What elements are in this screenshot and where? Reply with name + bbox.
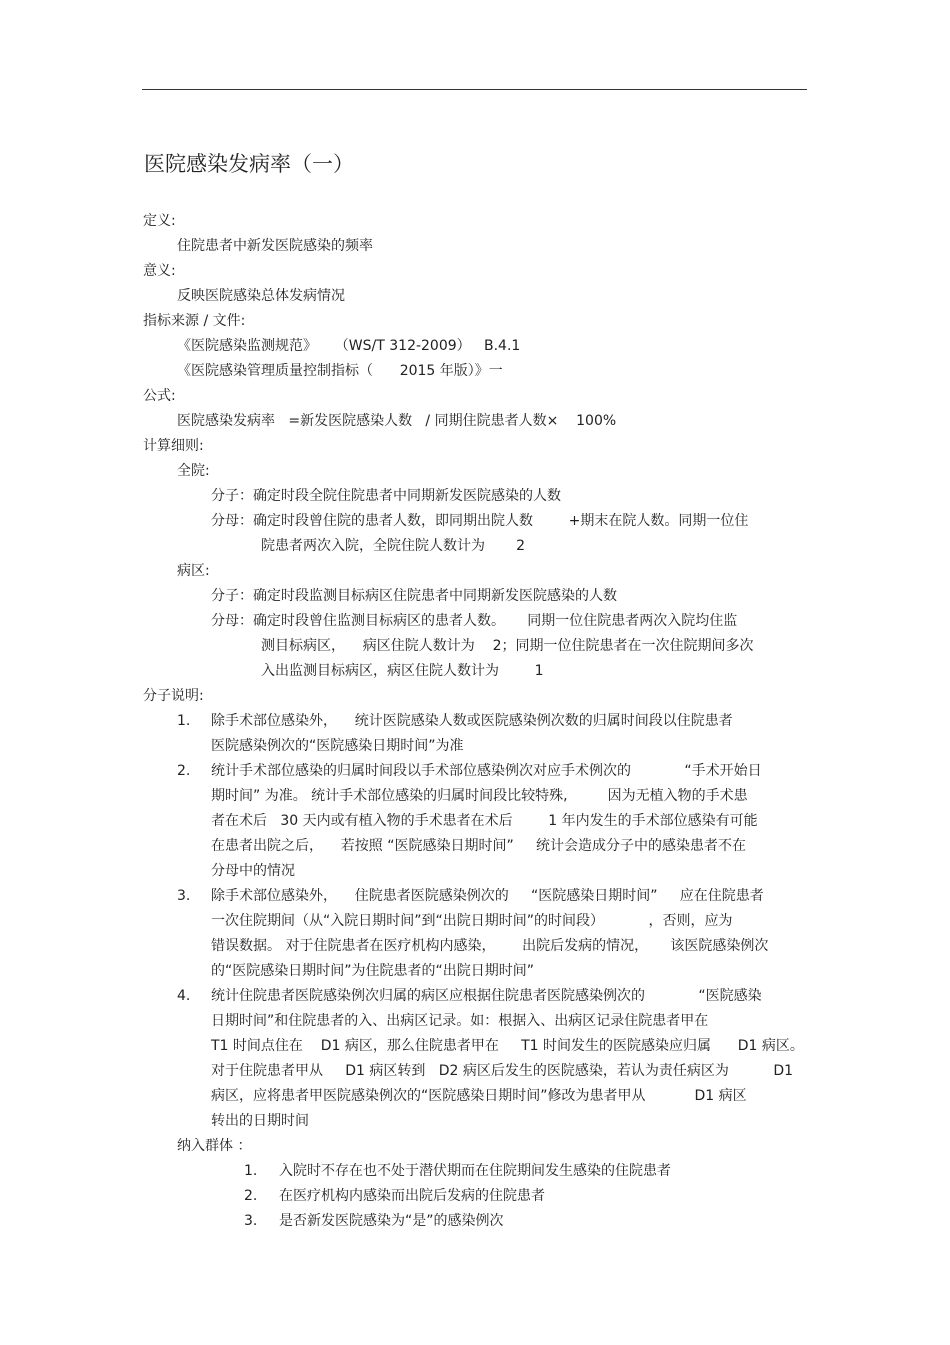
text-line: 分子：确定时段全院住院患者中同期新发医院感染的人数: [211, 488, 561, 504]
text-line: 分母中的情况: [211, 863, 295, 879]
text-line: 统计住院患者医院感染例次归属的病区应根据住院患者医院感染例次的 “医院感染: [211, 988, 762, 1004]
text-line: 在医疗机构内感染而出院后发病的住院患者: [279, 1188, 545, 1204]
list-number: 2.: [244, 1188, 258, 1204]
text-line: 入院时不存在也不处于潜伏期而在住院期间发生感染的住院患者: [279, 1163, 671, 1179]
text-line: 公式:: [143, 388, 176, 404]
text-line: 分母：确定时段曾住院的患者人数，即同期出院人数 +期末在院人数。同期一位住: [211, 513, 749, 529]
text-line: 入出监测目标病区，病区住院人数计为 1: [261, 663, 544, 679]
text-line: 对于住院患者甲从 D1 病区转到 D2 病区后发生的医院感染，若认为责任病区为 D1: [211, 1063, 794, 1079]
header-rule: [142, 89, 807, 90]
text-line: 医院感染发病率 =新发医院感染人数 / 同期住院患者人数× 100%: [177, 413, 617, 429]
text-line: 病区，应将患者甲医院感染例次的“医院感染日期时间”修改为患者甲从 D1 病区: [211, 1088, 747, 1104]
list-number: 2.: [177, 763, 191, 779]
text-line: 分子：确定时段监测目标病区住院患者中同期新发医院感染的人数: [211, 588, 617, 604]
text-line: 统计手术部位感染的归属时间段以手术部位感染例次对应手术例次的 “手术开始日: [211, 763, 762, 779]
text-line: 指标来源 / 文件:: [143, 313, 246, 329]
list-number: 1.: [177, 713, 191, 729]
text-line: 期时间” 为准。 统计手术部位感染的归属时间段比较特殊, 因为无植入物的手术患: [211, 788, 748, 804]
text-line: 住院患者中新发医院感染的频率: [177, 238, 373, 254]
text-line: 测目标病区， 病区住院人数计为 2；同期一位住院患者在一次住院期间多次: [261, 638, 754, 654]
list-number: 3.: [177, 888, 191, 904]
text-line: 定义:: [143, 213, 176, 229]
text-line: 分子说明:: [143, 688, 204, 704]
text-line: 错误数据。 对于住院患者在医疗机构内感染， 出院后发病的情况， 该医院感染例次: [211, 938, 769, 954]
text-line: 院患者两次入院，全院住院人数计为 2: [261, 538, 526, 554]
text-line: 意义:: [143, 263, 176, 279]
page-title: 医院感染发病率（一）: [144, 152, 354, 176]
list-number: 4.: [177, 988, 191, 1004]
text-line: 《医院感染管理质量控制指标（ 2015 年版）》一: [177, 363, 503, 379]
text-line: 除手术部位感染外， 统计医院感染人数或医院感染例次数的归属时间段以住院患者: [211, 713, 733, 729]
text-line: T1 时间点住在 D1 病区，那么住院患者甲在 T1 时间发生的医院感染应归属 D1 病区。: [211, 1038, 804, 1054]
text-line: 病区:: [177, 563, 210, 579]
text-line: 一次住院期间（从“入院日期时间”到“出院日期时间”的时间段） ，否则，应为: [211, 913, 733, 929]
text-line: 分母：确定时段曾住监测目标病区的患者人数。 同期一位住院患者两次入院均住监: [211, 613, 738, 629]
text-line: 除手术部位感染外， 住院患者医院感染例次的 “医院感染日期时间” 应在住院患者: [211, 888, 764, 904]
text-line: 《医院感染监测规范》 （WS/T 312-2009） B.4.1: [177, 338, 521, 354]
text-line: 日期时间”和住院患者的入、出病区记录。如：根据入、出病区记录住院患者甲在: [211, 1013, 709, 1029]
text-line: 医院感染例次的“医院感染日期时间”为准: [211, 738, 464, 754]
list-number: 3.: [244, 1213, 258, 1229]
text-line: 全院:: [177, 463, 210, 479]
text-line: 纳入群体 ：: [177, 1138, 252, 1154]
list-number: 1.: [244, 1163, 258, 1179]
text-line: 转出的日期时间: [211, 1113, 309, 1129]
text-line: 计算细则:: [143, 438, 204, 454]
text-line: 反映医院感染总体发病情况: [177, 288, 345, 304]
text-line: 在患者出院之后， 若按照 “医院感染日期时间” 统计会造成分子中的感染患者不在: [211, 838, 747, 854]
text-line: 的“医院感染日期时间”为住院患者的“出院日期时间”: [211, 963, 535, 979]
text-line: 是否新发医院感染为“是”的感染例次: [279, 1213, 504, 1229]
text-line: 者在术后 30 天内或有植入物的手术患者在术后 1 年内发生的手术部位感染有可能: [211, 813, 758, 829]
